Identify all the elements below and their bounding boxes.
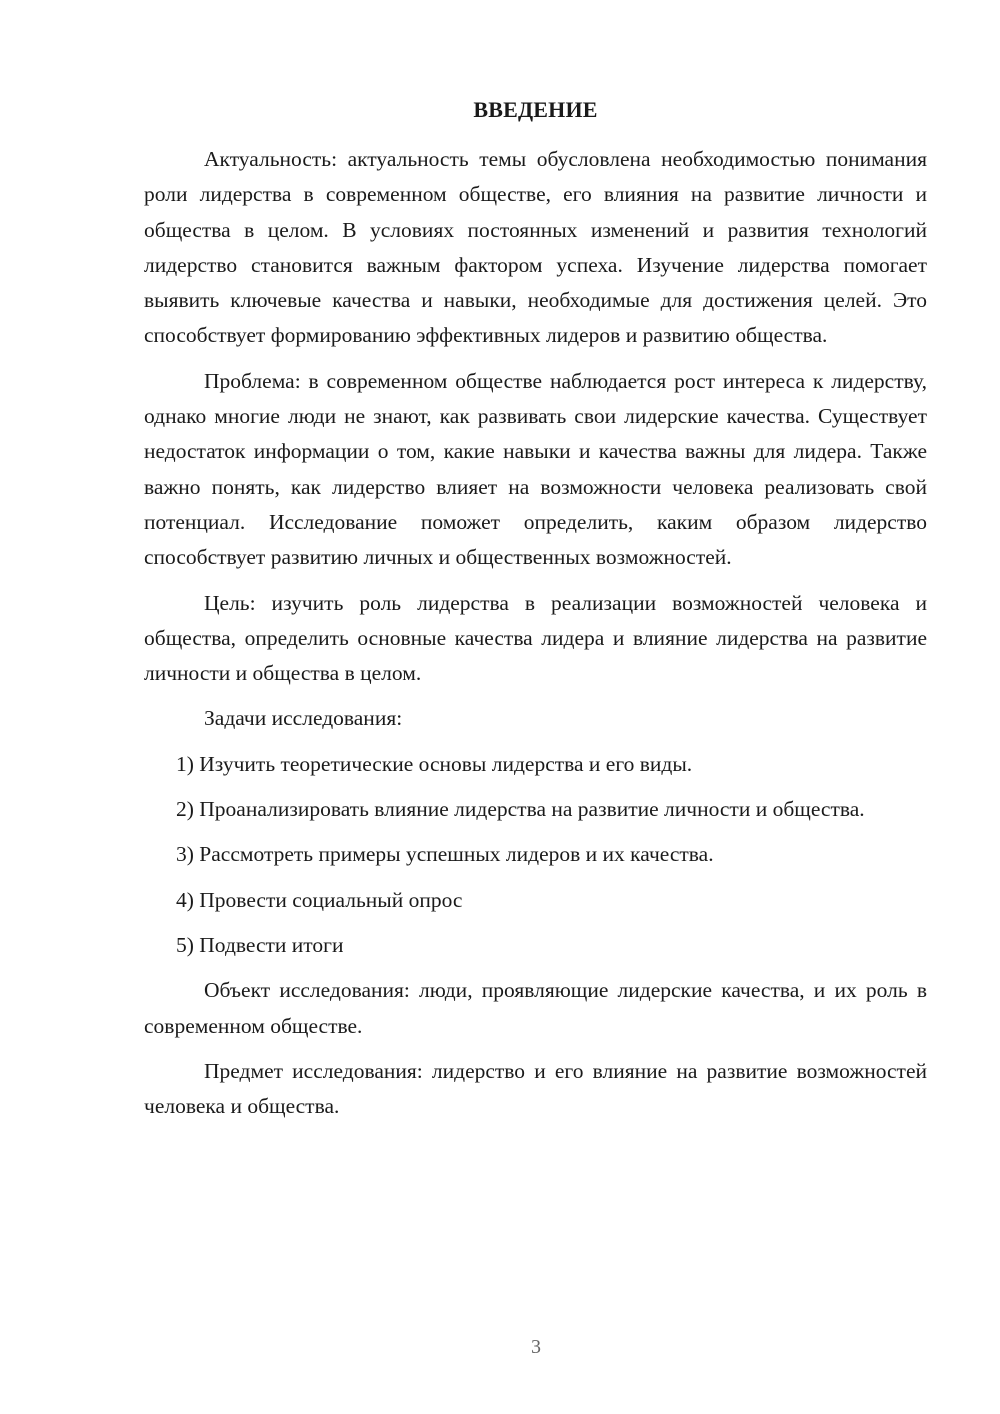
page-title: ВВЕДЕНИЕ <box>473 97 598 122</box>
task-item: 5) Подвести итоги <box>176 932 344 957</box>
paragraph-relevance: Актуальность: актуальность темы обусловлена необходимостью понимания роли лидерства в современном обществе, его влияния на развитие личности и общества в целом. В условиях постоянных изменений и развития технологий лидерство становится важным фактором успеха. Изучение лидерства помогает выявить ключевые качества и навыки, необходимые для достижения целей. Это способствует формированию эффективных лидеров и развитию общества. <box>144 147 927 348</box>
task-item: 4) Провести социальный опрос <box>176 887 463 912</box>
paragraph-goal: Цель: изучить роль лидерства в реализации возможностей человека и общества, определить основные качества лидера и влияние лидерства на развитие личности и общества в целом. <box>144 590 927 686</box>
tasks-heading: Задачи исследования: <box>204 706 403 731</box>
paragraph-problem: Проблема: в современном обществе наблюдается рост интереса к лидерству, однако многие люди не знают, как развивать свои лидерские качества. Существует недостаток информации о том, какие навыки и качества важны для лидера. Также важно понять, как лидерство влияет на возможности человека реализовать свой потенциал. Исследование поможет определить, каким образом лидерство способствует развитию личных и общественных возможностей. <box>144 368 927 570</box>
task-item: 2) Проанализировать влияние лидерства на развитие личности и общества. <box>176 797 865 822</box>
task-item: 1) Изучить теоретические основы лидерства и его виды. <box>176 751 693 776</box>
paragraph-object: Объект исследования: люди, проявляющие лидерские качества, и их роль в современном обществе. <box>144 978 927 1038</box>
task-item: 3) Рассмотреть примеры успешных лидеров и их качества. <box>176 842 714 867</box>
paragraph-subject: Предмет исследования: лидерство и его влияние на развитие возможностей человека и общества. <box>144 1058 927 1119</box>
page-number: 3 <box>531 1336 541 1358</box>
page-content <box>144 94 927 1134</box>
